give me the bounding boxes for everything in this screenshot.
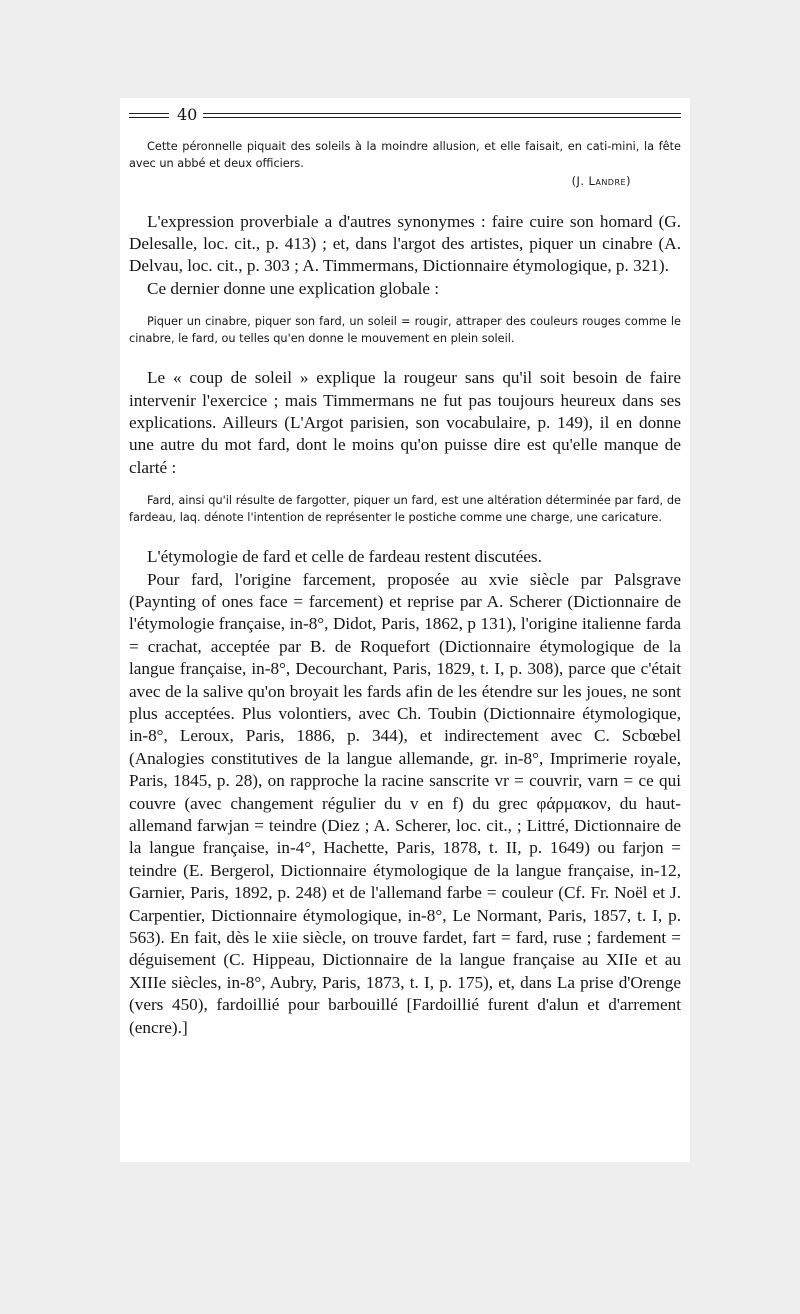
paragraph-1: L'expression proverbiale a d'autres synonymes : faire cuire son homard (G. Delesalle, loc. cit., p. 413) ; et, dans l'argot des artistes, piquer un cinabre (A. Delvau, loc. cit., p. 303 ; A. Timmermans, Dictionnaire étymologique, p. 321). — [129, 211, 681, 276]
page-number: 40 — [177, 105, 198, 124]
paragraph-4: L'étymologie de fard et celle de fardeau restent discutées. — [147, 547, 542, 567]
quote-1: Cette péronnelle piquait des soleils à la moindre allusion, et elle faisait, en cati-mini, la fête avec un abbé et deux officiers. — [129, 140, 681, 170]
quote-1-attribution: (J. Landre) — [571, 175, 631, 188]
page-content — [129, 105, 681, 1039]
paragraph-3: Le « coup de soleil » explique la rougeur sans qu'il soit besoin de faire intervenir l'exercice ; mais Timmermans ne fut pas toujours heureux dans ses explications. Ailleurs (L'Argot parisien, son vocabulaire, p. 149), il en donne une autre du mot fard, dont le moins qu'on puisse dire est qu'elle manque de clarté : — [129, 368, 681, 477]
header-rule-left — [129, 113, 169, 118]
header-rule-right — [203, 113, 681, 118]
paragraph-5: Pour fard, l'origine farcement, proposée au xvie siècle par Palsgrave (Paynting of ones face = farcement) et reprise par A. Scherer (Dictionnaire de l'étymologie française, in-8°, Didot, Paris, 1862, p 131), l'origine italienne farda = crachat, acceptée par B. de Roquefort (Dictionnaire étymologique de la langue française, in-8°, Decourchant, Paris, 1829, t. I, p. 308), parce que c'était avec de la salive qu'on broyait les fards afin de les étendre sur les joues, ne sont plus acceptées. Plus volontiers, avec Ch. Toubin (Dictionnaire étymologique, in-8°, Leroux, Paris, 1886, p. 344), et indirectement avec C. Scbœbel (Analogies constitutives de la langue allemande, gr. in-8°, Imprimerie royale, Paris, 1845, p. 28), on rapproche la racine sanscrite vr = couvrir, varn = ce qui couvre (avec changement régulier du v en f) du grec φάρμακον, du haut-allemand farwjan = teindre (Diez ; A. Scherer, loc. cit., ; Littré, Dictionnaire de la langue française, in-4°, Hachette, Paris, 1878, t. II, p. 1649) ou farjon = teindre (E. Bergerol, Dictionnaire étymologique de la langue française, in-12, Garnier, Paris, 1892, p. 248) et de l'allemand farbe = couleur (Cf. Fr. Noël et J. Carpentier, Dictionnaire étymologique, in-8°, Le Normant, Paris, 1857, t. I, p. 563). En fait, dès le xiie siècle, on trouve fardet, fart = fard, ruse ; fardement = déguisement (C. Hippeau, Dictionnaire de la langue française au XIIe et au XIIIe siècles, in-8°, Aubry, Paris, 1873, t. I, p. 175), et, dans La prise d'Orenge (vers 450), fardoillié pour barbouillé [Fardoillié furent d'alun et d'arrement (encre).] — [129, 569, 681, 1037]
quote-3: Fard, ainsi qu'il résulte de fargotter, piquer un fard, est une altération déterminée par fard, de fardeau, laq. dénote l'intention de représenter le postiche comme une charge, une caricature. — [129, 494, 681, 524]
page-header — [129, 105, 681, 125]
paragraph-2: Ce dernier donne une explication globale : — [147, 278, 440, 298]
book-page — [120, 98, 690, 1162]
quote-2: Piquer un cinabre, piquer son fard, un soleil = rougir, attraper des couleurs rouges comme le cinabre, le fard, ou telles qu'en donne le mouvement en plein soleil. — [129, 315, 681, 345]
